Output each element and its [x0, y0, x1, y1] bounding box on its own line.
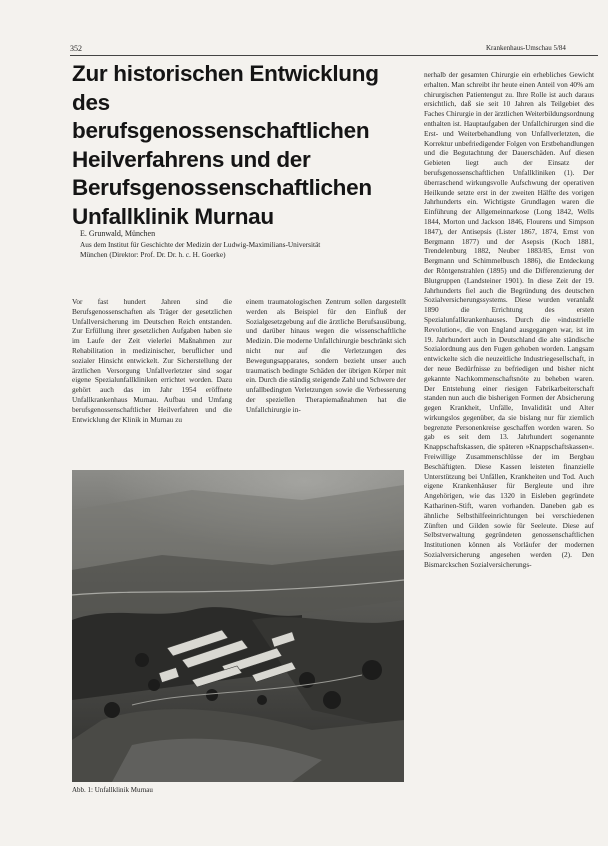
- author-line: E. Grunwald, München: [80, 229, 156, 238]
- article-title: Zur historischen Entwicklung des berufsgenossenschaftlichen Heilverfahrens und der Berufsgenossenschaftlichen Unfallklinik Murnau: [72, 61, 379, 229]
- body-column-3: nerhalb der gesamten Chirurgie ein erhebliches Gewicht erhalten. Man schreibt ihr heute einen Anteil von 40% am chirurgischen Patientengut zu. Ihre Rolle ist auch daraus ersichtlich, daß sie seit 10 Jahren als Teilgebiet des Faches Chirurgie in der ärztlichen Weiterbildungsordnung enthalten ist. Hauptaufgaben der Unfallchirurgen sind die Erst- und Weiterbehandlung von Unfallverletzten, die Korrektur unbefriedigender Folgen von Erstbehandlungen und die Begutachtung der Dauerschäden. Auf diesen Gebieten liegt auch der Einsatz der berufsgenossenschaftlichen Unfallkliniken (1). Der überraschend wirkungsvolle Aufschwung der operativen Heilkunde setzte erst in der zweiten Hälfte des vorigen Jahrhunderts ein. Wichtigste Grundlagen waren die Einführung der Allgemeinnarkose (Long 1842, Wells 1844, Morton und Jackson 1846, Flourens und Simpson 1847), der Antisepsis (Lister 1867, 1874, Ernst von Bergmann 1877) und der Asepsis (Koch 1881, Trendelenburg 1882, Neuber 1883/85, Ernst von Bergmann und Schimmelbusch 1886), die Entdeckung der Röntgenstrahlen (1895) und die Differenzierung der Blutgruppen (Landsteiner 1901). In diese Zeit der 19. Jahrhunderts fiel auch die Begründung des deutschen Sozialversicherungssystems. Diese wurden veranlaßt 1890 die Errichtung des ersten Spezialunfallkrankenhauses. Durch die »industrielle Revolution«, die von England ausgegangen war, ist im 19. Jahrhundert auch in Deutschland die alte ständische Sozialordnung aus den Fugen gehoben worden. Langsam entwickelte sich die neuzeitliche Industriegesellschaft, in der neue Bedürfnisse zu befriedigen und bisher nicht gekannte Nachkommenschaftsnöte zu beheben waren. Der Entstehung einer riesigen Fabrikarbeiterschaft standen nun auch die bisherigen Formen der Absicherung gegen Krankheit, Unfälle, Invalidität und Alter wirkungslos gegenüber, da sie bislang nur für ziemlich begrenzte Personenkreise geschaffen worden waren. So gab es seit dem 13. Jahrhundert sogenannte Knappschaftskassen, die späteren »Knappschaftskassen«. Freiwillige Zusammenschlüsse der im Bergbau Beschäftigten. Diese Kassen leisteten finanzielle Unterstützung bei Unfällen, Krankheiten und Tod. Auch eigene Krankenhäuser für Bergleute und ihre Angehörigen, wie das 1320 in Eisleben gegründete Katharinen-Stift, waren vorhanden. Daneben gab es ähnliche Selbsthilfeeinrichtungen bei verschiedenen Zünften und Gilden sowie für Seeleute. Diese auf Selbstverwaltung gegründeten genossenschaftlichen Institutionen können als Vorläufer der modernen Sozialversicherung angesehen werden (2). Den Bismarckschen Sozialversicherungs-: [424, 70, 594, 569]
- header-divider: [70, 55, 598, 56]
- affiliation: Aus dem Institut für Geschichte der Medizin der Ludwig-Maximilians-Universität München (Direktor: Prof. Dr. Dr. h. c. H. Goerke): [80, 240, 321, 259]
- aerial-photo-murnau: [72, 470, 404, 782]
- page-number: 352: [70, 44, 82, 53]
- journal-name: Krankenhaus-Umschau 5/84: [486, 44, 566, 52]
- body-column-1: Vor fast hundert Jahren sind die Berufsgenossenschaften als Träger der gesetzlichen Unfallversicherung im Deutschen Reich entstanden. Zur Erfüllung ihrer gesetzlichen Aufgaben haben sie im Laufe der Zeit vielerlei Maßnahmen zur Rehabilitation in medizinischer, beruflicher und sozialer Hinsicht entwickelt. Zur Sicherstellung der ärztlichen Versorgung Unfallverletzter sind sogar eigene Spezialunfallkliniken errichtet worden. Dazu gehört auch das im Jahr 1954 eröffnete Unfallkrankenhaus Murnau. Aufbau und Umfang berufsgenossenschaftlicher Heilverfahren und die Entwicklung der Klinik in Murnau zu: [72, 297, 232, 424]
- body-column-2: einem traumatologischen Zentrum sollen dargestellt werden als Beispiel für den Einfluß der Sozialgesetzgebung auf die ärztliche Berufsausübung, und darüber hinaus wegen die wissenschaftliche Medizin. Die moderne Unfallchirurgie beschränkt sich nicht nur auf die Verletzungen des Bewegungsapparates, sondern bezieht unser auch traumatisch bedingte Schäden der übrigen Körper mit ein. Durch die ständig steigende Zahl und Schwere der unfallbedingten Verletzungen sowie die Verbesserung der speziellen Therapiemaßnahmen hat die Unfallchirurgie in-: [246, 297, 406, 414]
- figure-caption: Abb. 1: Unfallklinik Murnau: [72, 786, 153, 794]
